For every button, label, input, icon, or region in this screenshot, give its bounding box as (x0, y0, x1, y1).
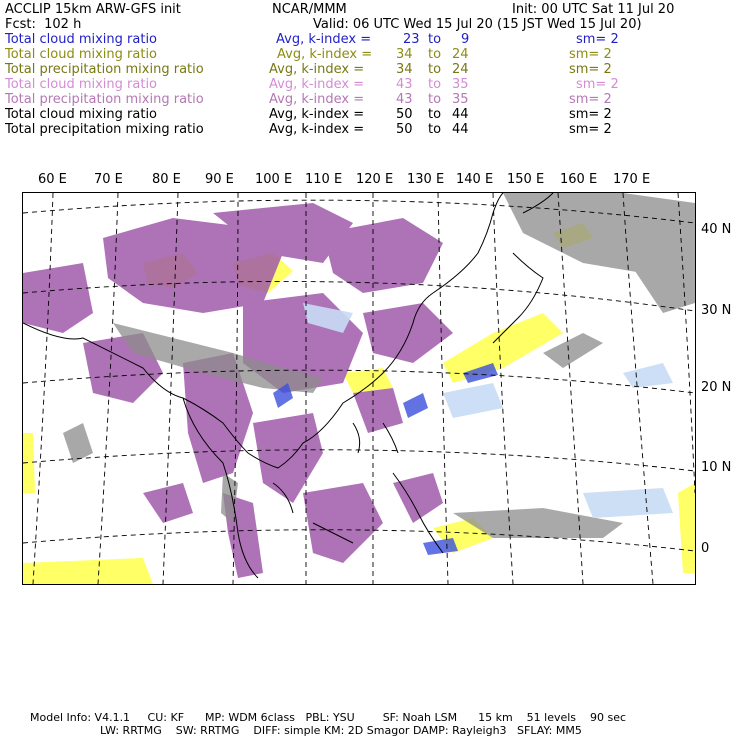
latitude-label: 0 (701, 541, 710, 556)
legend-sm: sm= 2 (569, 62, 612, 77)
legend-k-to: 44 (452, 122, 469, 137)
map-panel (22, 192, 696, 585)
longitude-label: 120 E (356, 172, 394, 187)
legend-k-from: 43 (396, 92, 413, 107)
legend-to: to (428, 92, 442, 107)
longitude-label: 170 E (613, 172, 651, 187)
legend-k-to: 35 (452, 77, 469, 92)
legend-field-label: Total cloud mixing ratio (5, 32, 158, 47)
legend-sm: sm= 2 (576, 77, 619, 92)
longitude-label: 100 E (255, 172, 293, 187)
longitude-label: 110 E (305, 172, 343, 187)
latitude-label: 10 N (701, 460, 732, 475)
legend-k-from: 50 (396, 107, 413, 122)
legend-to: to (428, 62, 442, 77)
legend-to: to (428, 77, 442, 92)
legend-field-label: Total precipitation mixing ratio (5, 62, 204, 77)
legend-k-from: 50 (396, 122, 413, 137)
legend-sm: sm= 2 (569, 107, 612, 122)
legend-sm: sm= 2 (569, 47, 612, 62)
longitude-label: 90 E (205, 172, 234, 187)
latitude-label: 20 N (701, 380, 732, 395)
longitude-label: 130 E (407, 172, 445, 187)
legend-k-to: 24 (452, 47, 469, 62)
legend-field-label: Total precipitation mixing ratio (5, 122, 204, 137)
legend-to: to (428, 122, 442, 137)
legend-avg-label: Avg, k-index = (269, 62, 365, 77)
legend-sm: sm= 2 (569, 92, 612, 107)
legend-k-to: 44 (452, 107, 469, 122)
legend-sm: sm= 2 (576, 32, 619, 47)
longitude-label: 80 E (152, 172, 181, 187)
legend-avg-label: Avg, k-index = (277, 47, 373, 62)
model-info-line2: LW: RRTMG SW: RRTMG DIFF: simple KM: 2D Smagor DAMP: Rayleigh3 SFLAY: MM5 (100, 724, 582, 737)
longitude-label: 140 E (456, 172, 494, 187)
legend-k-from: 34 (396, 47, 413, 62)
latitude-label: 40 N (701, 222, 732, 237)
legend-avg-label: Avg, k-index = (269, 107, 365, 122)
longitude-label: 70 E (94, 172, 123, 187)
longitude-label: 160 E (560, 172, 598, 187)
legend-k-from: 43 (396, 77, 413, 92)
legend-avg-label: Avg, k-index = (269, 77, 365, 92)
legend-to: to (428, 107, 442, 122)
legend-k-from: 34 (396, 62, 413, 77)
legend-k-to: 9 (461, 32, 470, 47)
legend-avg-label: Avg, k-index = (276, 32, 372, 47)
legend-k-from: 23 (403, 32, 420, 47)
legend-k-to: 24 (452, 62, 469, 77)
title-center: NCAR/MMM (272, 2, 347, 17)
legend-field-label: Total cloud mixing ratio (5, 107, 158, 122)
valid-time: Valid: 06 UTC Wed 15 Jul 20 (15 JST Wed 15 Jul 20) (313, 17, 642, 32)
legend-field-label: Total cloud mixing ratio (5, 47, 158, 62)
legend-avg-label: Avg, k-index = (269, 92, 365, 107)
legend-to: to (428, 32, 442, 47)
longitude-label: 60 E (38, 172, 67, 187)
legend-avg-label: Avg, k-index = (269, 122, 365, 137)
legend-field-label: Total precipitation mixing ratio (5, 92, 204, 107)
longitude-label: 150 E (507, 172, 545, 187)
title-left: ACCLIP 15km ARW-GFS init (5, 2, 181, 17)
legend-to: to (428, 47, 442, 62)
init-time: Init: 00 UTC Sat 11 Jul 20 (512, 2, 675, 17)
forecast-hour: Fcst: 102 h (5, 17, 82, 32)
legend-sm: sm= 2 (569, 122, 612, 137)
model-info-line1: Model Info: V4.1.1 CU: KF MP: WDM 6class PBL: YSU SF: Noah LSM 15 km 51 levels 90 sec (30, 711, 627, 724)
legend-field-label: Total cloud mixing ratio (5, 77, 158, 92)
latitude-label: 30 N (701, 303, 732, 318)
map-svg (23, 193, 695, 584)
legend-k-to: 35 (452, 92, 469, 107)
